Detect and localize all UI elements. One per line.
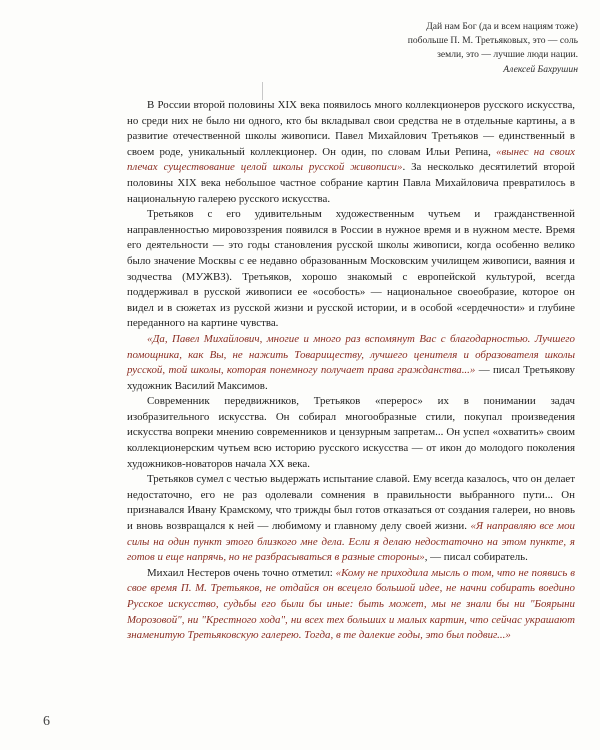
body-text: — писал Третьякову художник Василий Максимов. [127, 364, 575, 392]
quote-text: «Я направляю все мои силы на один пункт этого близкого мне дела. Если я делаю недостаточно на этом пункте, я готов и еще напрячь, но не разбрасываться в разные стороны» [127, 520, 575, 564]
paragraph [127, 472, 575, 566]
paragraph [127, 566, 575, 644]
main-text [127, 98, 575, 644]
body-text: Третьяков сумел с честью выдержать испытание славой. Ему всегда казалось, что он делает недостаточно, его не раз одолевали сомнения в правильности выбранного пути... Он признавался Ивану Крамскому, что трижды был готов отказаться от создания галереи, но вновь и вновь возвращался к ней — любимому и главному делу своей жизни. [127, 473, 575, 533]
quote-text: «Да, Павел Михайлович, многие и много раз вспомянут Вас с благодарностью. Лучшего помощника, как Вы, не нажить Товариществу, лучшего ценителя и образователя школы русской, той школы, которая понемногу получает права гражданства...» [127, 332, 575, 377]
epigraph-line: Дай нам Бог (да и всем нациям тоже) [426, 21, 578, 32]
epigraph-author: Алексей Бахрушин [503, 63, 578, 75]
epigraph-line: земли, это — лучшие люди нации. [437, 49, 578, 61]
quote-text: «вынес на своих плечах существование целой школы русской живописи» [127, 145, 575, 174]
body-text: , — писал собиратель. [424, 551, 528, 564]
body-text: В России второй половины XIX века появилось много коллекционеров русского искусства, но среди них не было ни одного, кто бы вкладывал свои средства не в отдельные картины, а в развитие отечественной школы живописи. Павел Михайлович Третьяков — единственный в своем роде, уникальный коллекционер. Он один, по словам Ильи Репина, [127, 99, 575, 158]
body-text: Современник передвижников, Третьяков «перерос» их в понимании задач изобразительного искусства. Он собирал многообразные стили, покупал произведения искусства вопреки мнению современников и цензурным запретам... Он успел «охватить» своим коллекционерским чутьем всю историю русского искусства — от икон до молодого поколения художников-новаторов начала XX века. [127, 395, 575, 470]
body-text: . За несколько десятилетий второй половины XIX века небольшое частное собрание картин Павла Михайловича превратилось в национальную галерею русского искусства. [127, 161, 575, 205]
paragraph [127, 394, 575, 472]
body-text: Третьяков с его удивительным художественным чутьем и гражданственной направленностью мировоззрения появился в России в нужное время и в нужном месте. Время его деятельности — это годы становления русской школы живописи, когда особенно велико было значение Москвы с ее недавно образованным Московским училищем живописи, ваяния и зодчества (МУЖВЗ). Третьяков, хорошо знакомый с европейской культурой, всегда поддерживал в русской живописи ее «особость» — национальное своеобразие, которое он видел и в сюжетах из русской жизни и русской истории, и в особой «сердечности» и глубине переданного на картине чувства. [127, 208, 575, 330]
paragraph [127, 332, 575, 394]
epigraph-line: побольше П. М. Третьяковых, это — соль [407, 35, 578, 47]
page-number: 6 [43, 714, 50, 729]
paragraph [127, 207, 575, 332]
body-text: Михаил Нестеров очень точно отметил: [147, 566, 336, 579]
paragraph [127, 98, 575, 207]
epigraph [316, 20, 578, 77]
quote-text: «Кому не приходила мысль о том, что не появись в свое время П. М. Третьяков, не отдайся он всецело большой идее, не начни собирать воедино Русское искусство, судьбы его были бы иные: быть может, мы не знали бы ни "Боярыни Морозовой", ни "Крестного хода", ни всех тех больших и малых картин, что сейчас украшают знаменитую Третьяковскую галерею. Тогда, в те далекие годы, это был подвиг...» [127, 566, 575, 642]
